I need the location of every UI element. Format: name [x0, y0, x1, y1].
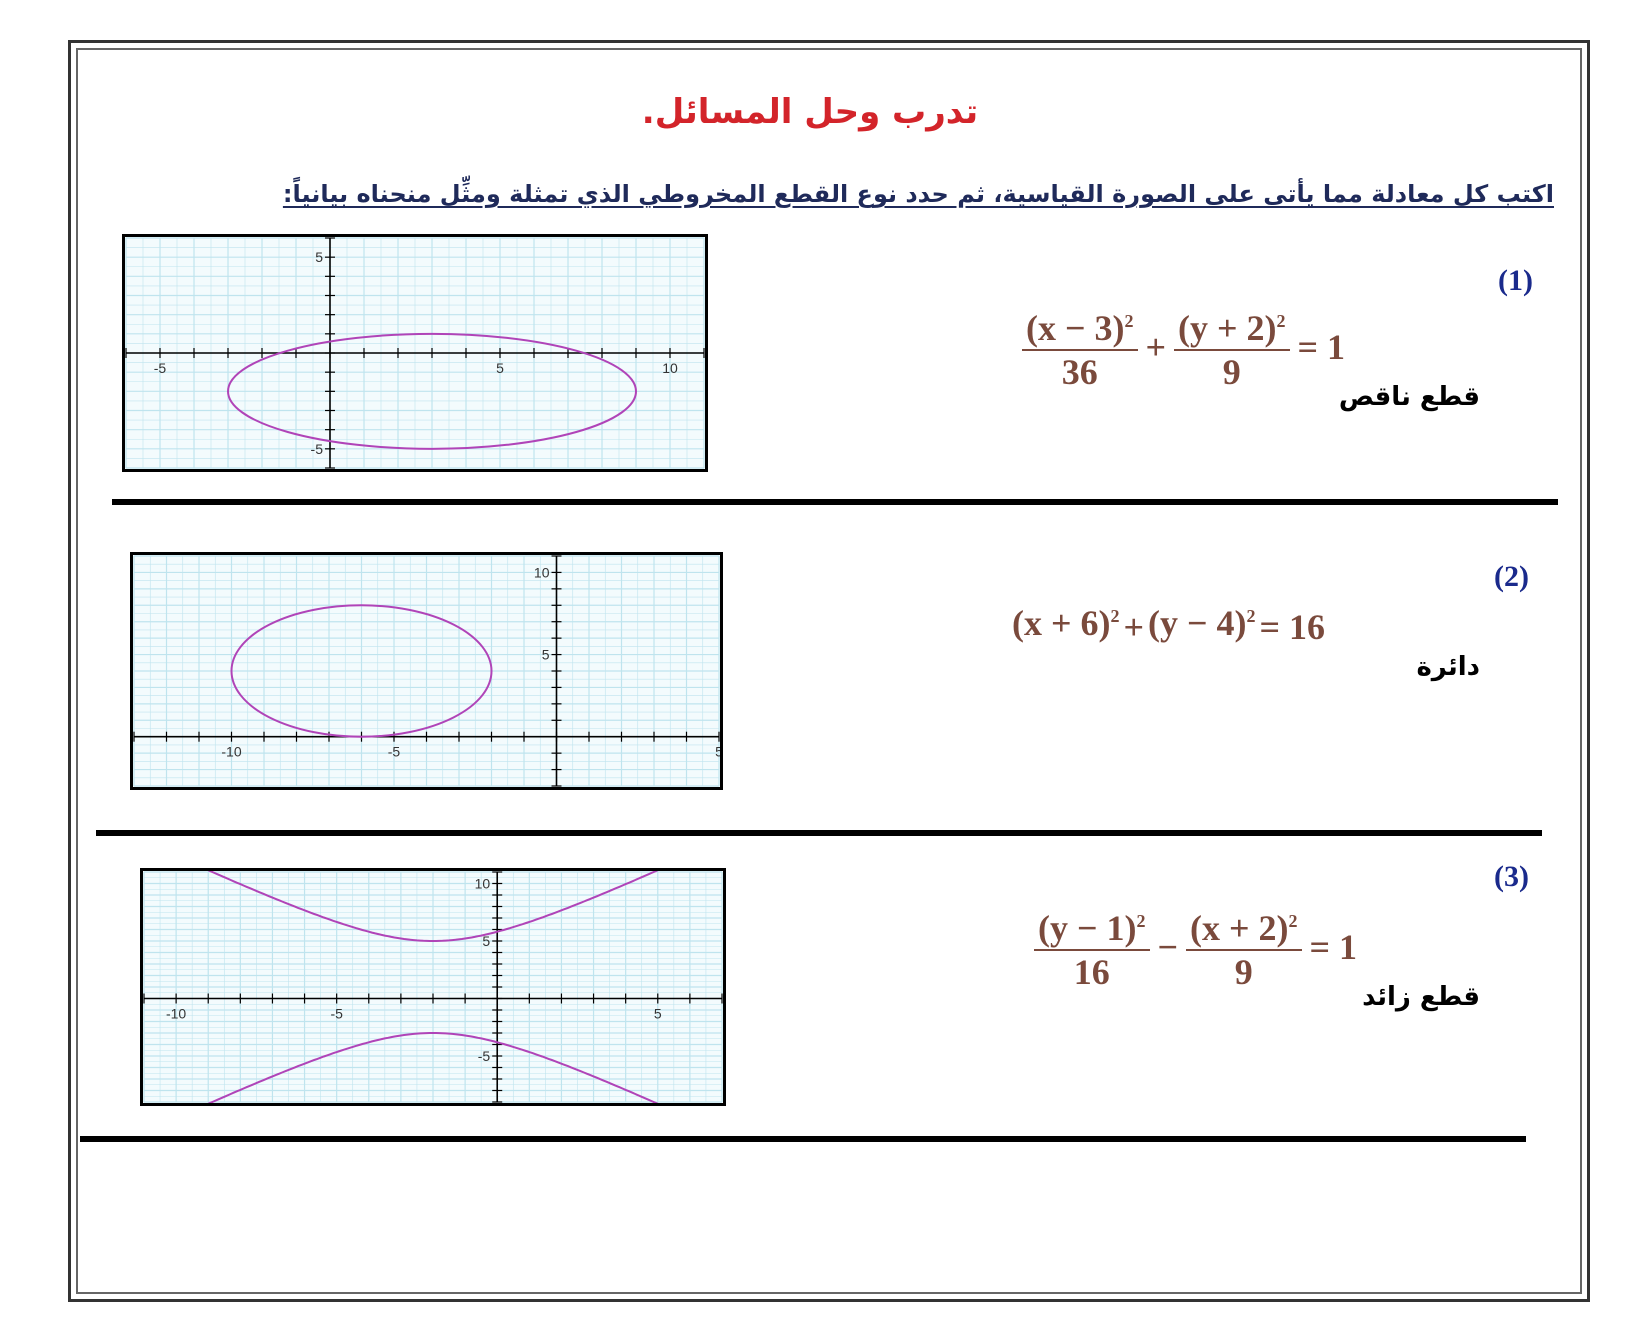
equation-1-numerator-1: (x − 3)	[1026, 308, 1125, 348]
divider-1	[112, 499, 1558, 505]
y-tick-label: 5	[482, 933, 491, 949]
x-tick-label: -5	[153, 360, 167, 376]
divider-2	[96, 830, 1542, 836]
equation-3-denominator-2: 9	[1234, 952, 1253, 992]
equation-1-rhs: = 1	[1297, 326, 1346, 367]
conic-type-3: قطع زائد	[1362, 982, 1480, 1012]
y-tick-label: 10	[533, 564, 550, 581]
equation-3-numerator-2: (x + 2)	[1190, 908, 1289, 948]
y-tick-label: 5	[541, 646, 550, 663]
x-tick-label: 5	[653, 1005, 662, 1022]
equation-2-operator: +	[1123, 606, 1145, 647]
x-tick-label: 5	[496, 360, 504, 376]
equation-3-denominator-1: 16	[1073, 952, 1110, 992]
problem-number-3: (3)	[1494, 860, 1529, 893]
x-tick-label: -10	[221, 743, 242, 760]
y-tick-label: 10	[474, 875, 491, 892]
equation-1-denominator-2: 9	[1222, 352, 1241, 392]
y-tick-label: 5	[315, 249, 323, 266]
instructions-text: اكتب كل معادلة مما يأتى على الصورة القياسية، ثم حدد نوع القطع المخروطي الذي تمثلة ومثِّل منحناه بيانياً:	[282, 180, 1554, 208]
x-tick-label: -5	[330, 1005, 343, 1022]
conic-type-2: دائرة	[1416, 652, 1480, 682]
graph-ellipse	[122, 234, 708, 472]
equation-1-operator: +	[1145, 326, 1167, 367]
problem-number-2: (2)	[1494, 560, 1529, 593]
equation-2-rhs: = 16	[1259, 606, 1326, 647]
equation-3-operator: −	[1157, 926, 1179, 967]
equation-3-rhs: = 1	[1309, 926, 1358, 967]
y-tick-label: -5	[477, 1048, 491, 1064]
x-tick-label: 10	[662, 360, 678, 376]
problem-number-1: (1)	[1498, 264, 1533, 297]
equation-1-numerator-2: (y + 2)	[1178, 308, 1277, 348]
equation-2-term-2: (y − 4)	[1148, 603, 1247, 643]
equation-2: $(x + 6)^2 + (y - 4)^2 = 16$	[1012, 602, 1329, 648]
equation-1-fraction-1: $\frac{(x - 3)^2}{36}$	[1022, 300, 1138, 393]
instructions	[126, 176, 1554, 212]
page-title: تدرب وحل المسائل.	[641, 92, 979, 132]
equation-3-fraction-1: $\frac{(y - 1)^2}{16}$	[1034, 900, 1150, 993]
graph-hyperbola	[140, 868, 726, 1106]
y-tick-label: -5	[310, 440, 323, 457]
divider-3	[80, 1136, 1526, 1142]
equation-1-fraction-2: $\frac{(y + 2)^2}{9}$	[1174, 300, 1290, 393]
equation-1-denominator-1: 36	[1061, 352, 1098, 392]
x-tick-label: 5	[715, 743, 723, 760]
x-tick-label: -10	[165, 1005, 187, 1022]
equation-1	[1018, 300, 1349, 393]
conic-type-1: قطع ناقص	[1338, 382, 1480, 412]
equation-2-term-1: (x + 6)	[1012, 603, 1111, 643]
equation-3-fraction-2: $\frac{(x + 2)^2}{9}$	[1186, 900, 1302, 993]
x-tick-label: -5	[387, 743, 401, 760]
graph-circle	[130, 552, 723, 790]
equation-3	[1030, 900, 1361, 993]
equation-3-numerator-1: (y − 1)	[1038, 908, 1137, 948]
